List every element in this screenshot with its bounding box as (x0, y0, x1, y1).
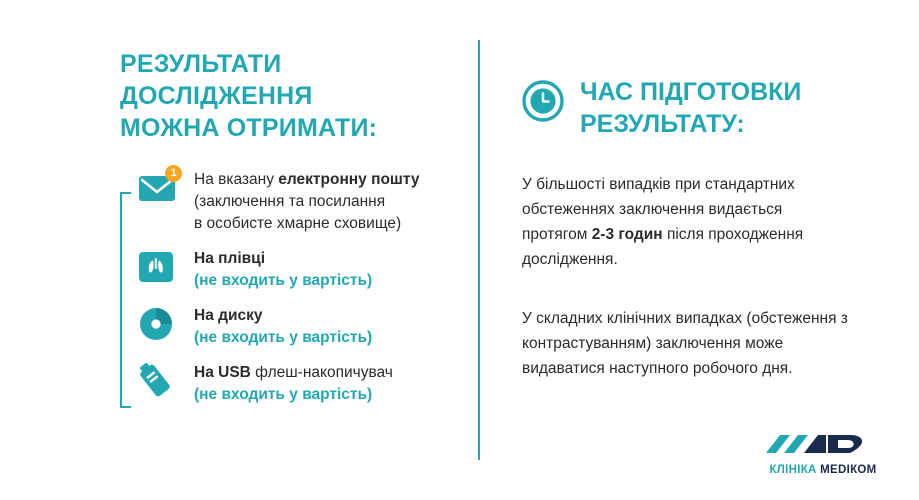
item-1-prefix: На вказану (194, 171, 279, 188)
left-column-header (120, 48, 470, 144)
logo-text-bold: МЕDIКОМ (820, 464, 877, 476)
disc-icon (138, 306, 180, 346)
list-item (138, 247, 480, 292)
item-4-suffix: флеш-накопичувач (250, 364, 393, 381)
medikom-logo (753, 431, 893, 476)
left-title-line-1: РЕЗУЛЬТАТИ (120, 50, 282, 78)
item-1-line-2: (заключення та посилання (194, 193, 386, 210)
list-item (138, 168, 480, 235)
list-item (138, 304, 480, 349)
item-3-bold: На диску (194, 307, 263, 324)
usb-flash-icon (138, 363, 180, 403)
item-2-sub: (не входить у вартість) (194, 272, 373, 289)
paragraph-1-bold: 2-3 годин (591, 226, 663, 244)
right-paragraph-2: У складних клінічних випадках (обстеження з контрастуванням) заключення може видаватися наступного робочого дня. (522, 310, 848, 378)
item-3-sub: (не входить у вартість) (194, 329, 373, 346)
item-4-sub: (не входить у вартість) (194, 386, 373, 403)
item-1-bold: електронну пошту (278, 171, 420, 188)
item-1-line-3: в особисте хмарне сховище) (194, 215, 402, 232)
list-bracket (120, 192, 131, 408)
envelope-icon (138, 167, 180, 210)
right-title (580, 76, 801, 140)
item-2-bold: На плівці (194, 250, 265, 267)
delivery-options-list (120, 168, 480, 406)
logo-wordmark (753, 464, 893, 476)
left-title-line-3: МОЖНА ОТРИМАТИ: (120, 114, 378, 142)
lungs-film-icon (138, 249, 180, 289)
item-4-bold: На USB (194, 364, 251, 381)
paragraph-1-part-1: У більшості випадків при стандартних обстеженнях заключення видається протягом (522, 176, 795, 244)
left-title (120, 48, 470, 144)
right-title-line-2: РЕЗУЛЬТАТУ: (580, 110, 745, 138)
list-item-text (194, 361, 393, 406)
md-logo-icon (764, 431, 882, 461)
list-item-text (194, 304, 372, 349)
right-paragraph-1 (522, 172, 842, 272)
list-item-text (194, 168, 419, 235)
left-title-line-2: ДОСЛІДЖЕННЯ (120, 82, 313, 110)
email-badge-count: 1 (165, 165, 182, 182)
clock-icon (522, 80, 564, 122)
list-item-text (194, 247, 372, 292)
right-title-line-1: ЧАС ПІДГОТОВКИ (580, 78, 802, 106)
list-item (138, 361, 480, 406)
paragraph-1-part-2: після проходження дослідження. (522, 226, 804, 269)
logo-text-light: КЛІНІКА (769, 464, 821, 476)
right-column-header (522, 76, 862, 140)
